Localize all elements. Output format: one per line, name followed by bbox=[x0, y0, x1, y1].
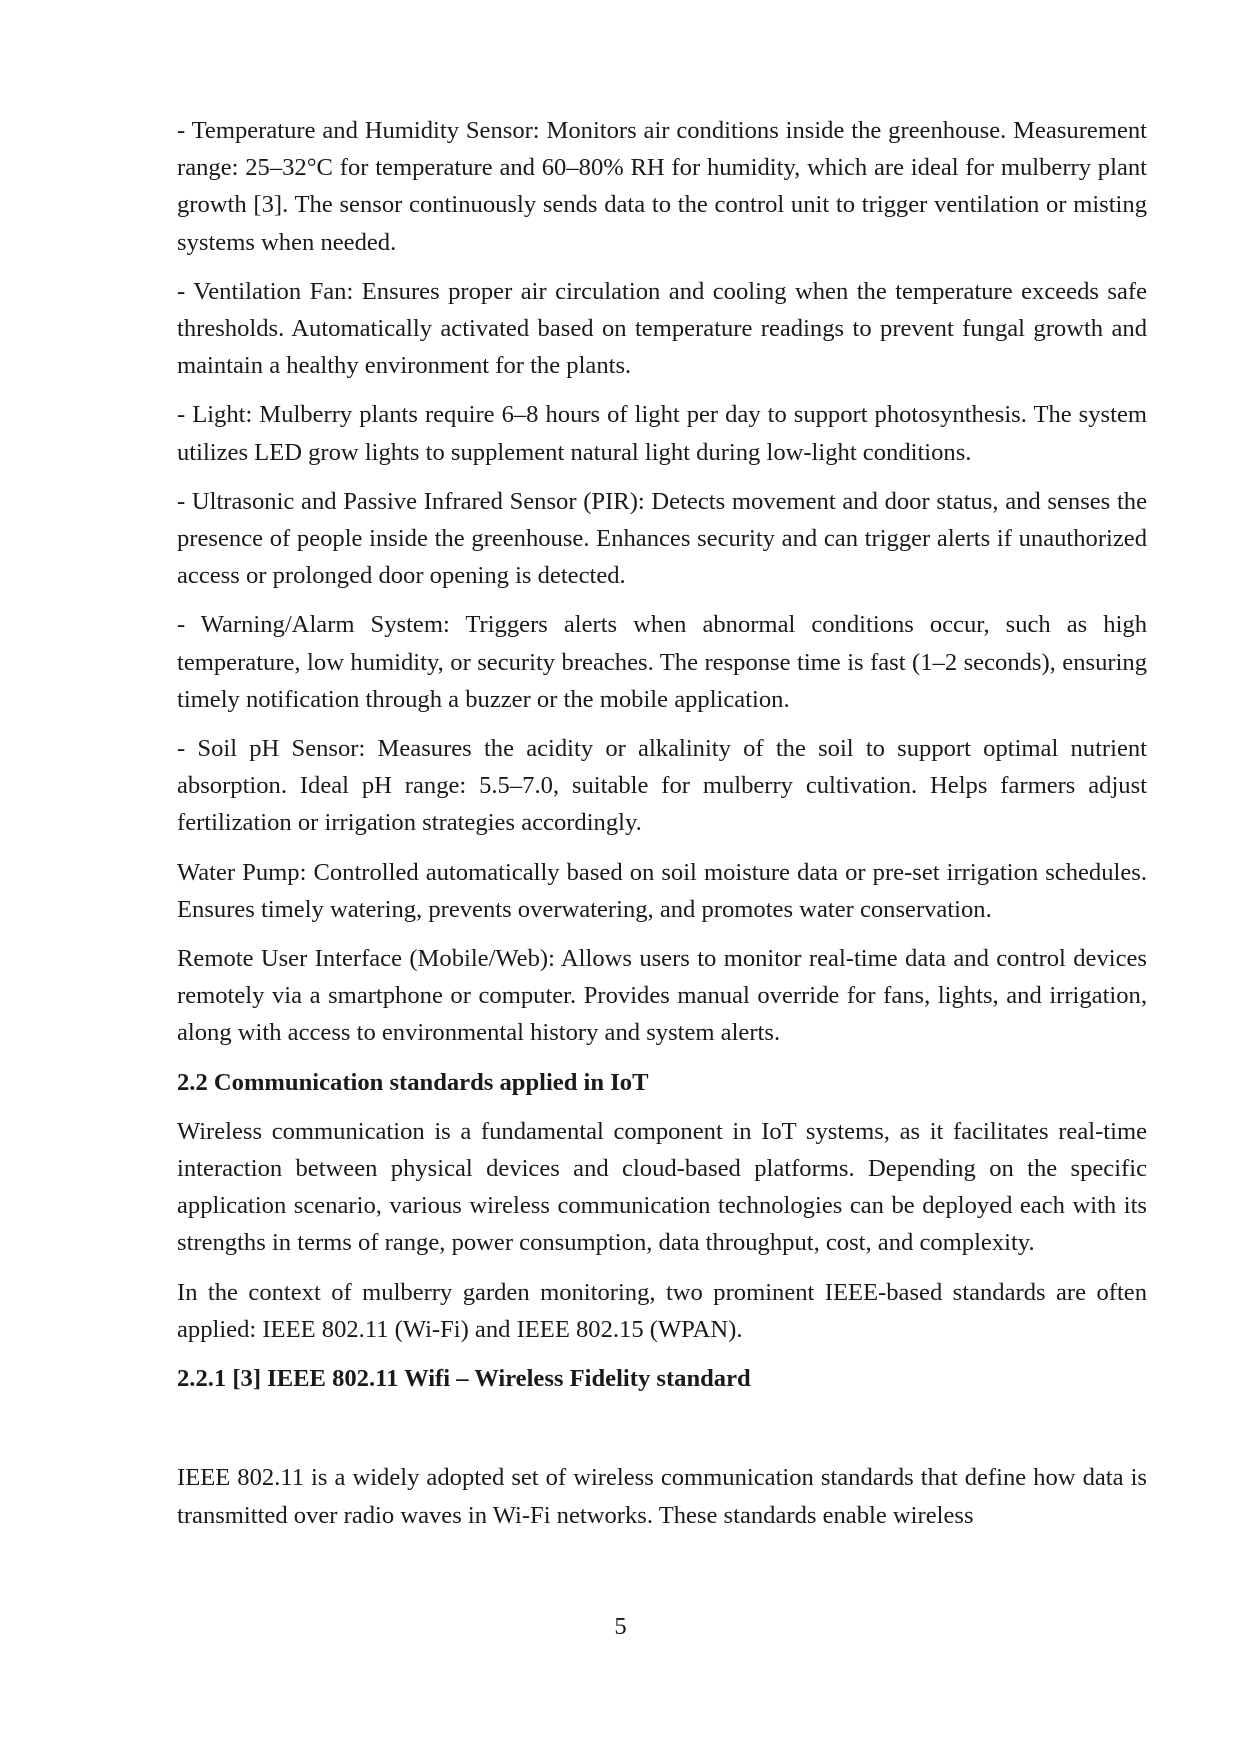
document-page bbox=[177, 112, 1147, 1546]
paragraph-water-pump: Water Pump: Controlled automatically based on soil moisture data or pre-set irrigation schedules. Ensures timely watering, prevents overwatering, and promotes water conservation. bbox=[177, 858, 1147, 923]
paragraph-mulberry-standards: In the context of mulberry garden monitoring, two prominent IEEE-based standards are often applied: IEEE 802.11 (Wi-Fi) and IEEE 802.15 (WPAN). bbox=[177, 1278, 1147, 1343]
page-number: 5 bbox=[614, 1613, 627, 1640]
section-heading-2-2-1: 2.2.1 [3] IEEE 802.11 Wifi – Wireless Fidelity standard bbox=[177, 1365, 751, 1393]
paragraph-light: - Light: Mulberry plants require 6–8 hours of light per day to support photosynthesis. The system utilizes LED grow lights to supplement natural light during low-light conditions. bbox=[177, 401, 1147, 466]
paragraph-ultrasonic-pir-sensor: - Ultrasonic and Passive Infrared Sensor (PIR): Detects movement and door status, and senses the presence of people inside the greenhouse. Enhances security and can trigger alerts if unauthorized access or prolonged door opening is detected. bbox=[177, 487, 1147, 590]
paragraph-temperature-humidity-sensor: - Temperature and Humidity Sensor: Monitors air conditions inside the greenhouse. Measurement range: 25–32°C for temperature and 60–80% RH for humidity, which are ideal for mulberry plant growth [3]. The sensor continuously sends data to the control unit to trigger ventilation or misting systems when needed. bbox=[177, 117, 1147, 256]
paragraph-remote-user-interface: Remote User Interface (Mobile/Web): Allows users to monitor real-time data and control devices remotely via a smartphone or computer. Provides manual override for fans, lights, and irrigation, along with access to environmental history and system alerts. bbox=[177, 945, 1147, 1047]
paragraph-soil-ph-sensor: - Soil pH Sensor: Measures the acidity or alkalinity of the soil to support optimal nutrient absorption. Ideal pH range: 5.5–7.0, suitable for mulberry cultivation. Helps farmers adjust fertilization or irrigation strategies accordingly. bbox=[177, 735, 1147, 837]
section-heading-2-2: 2.2 Communication standards applied in IoT bbox=[177, 1068, 649, 1096]
paragraph-ieee-802-11: IEEE 802.11 is a widely adopted set of wireless communication standards that define how data is transmitted over radio waves in Wi-Fi networks. These standards enable wireless bbox=[177, 1464, 1147, 1529]
blank-spacer bbox=[177, 1409, 1147, 1459]
paragraph-wireless-communication: Wireless communication is a fundamental component in IoT systems, as it facilitates real-time interaction between physical devices and cloud-based platforms. Depending on the specific application scenario, various wireless communication technologies can be deployed each with its strengths in terms of range, power consumption, data throughput, cost, and complexity. bbox=[177, 1117, 1147, 1257]
paragraph-ventilation-fan: - Ventilation Fan: Ensures proper air circulation and cooling when the temperature exceeds safe thresholds. Automatically activated based on temperature readings to prevent fungal growth and maintain a healthy environment for the plants. bbox=[177, 277, 1147, 380]
paragraph-warning-alarm-system: - Warning/Alarm System: Triggers alerts when abnormal conditions occur, such as high temperature, low humidity, or security breaches. The response time is fast (1–2 seconds), ensuring timely notification through a buzzer or the mobile application. bbox=[177, 611, 1147, 713]
